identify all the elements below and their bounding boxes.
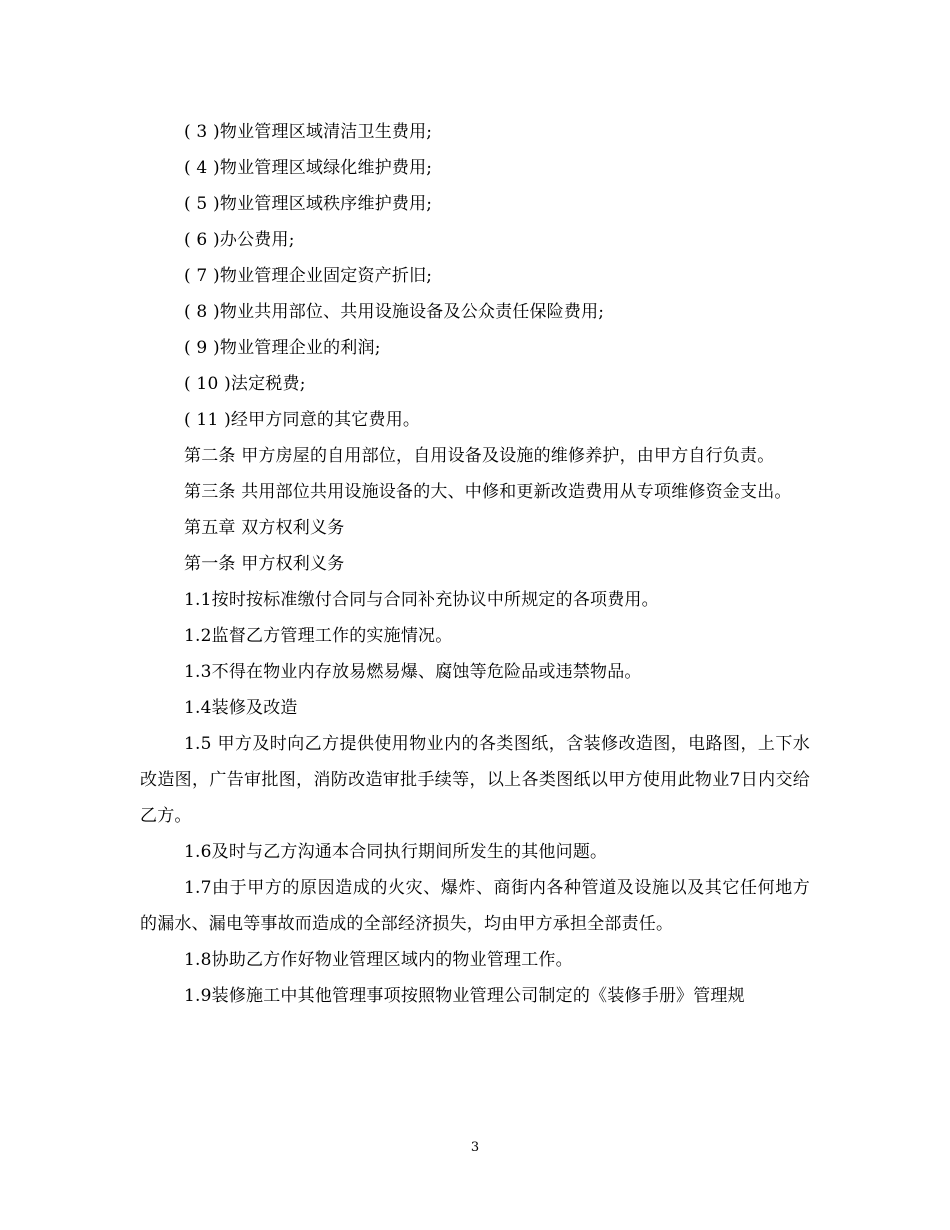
list-item: ( 8 )物业共用部位、共用设施设备及公众责任保险费用; <box>184 302 605 322</box>
list-item: 1.9装修施工中其他管理事项按照物业管理公司制定的《装修手册》管理规 <box>184 986 745 1006</box>
paragraph: 1.5 甲方及时向乙方提供使用物业内的各类图纸，含装修改造图，电路图，上下水改造图，广告审批图，消防改造审批手续等，以上各类图纸以甲方使用此物业7日内交给乙方。 <box>140 734 810 826</box>
page-number: 3 <box>470 1140 480 1155</box>
list-item: ( 10 )法定税费; <box>184 374 306 394</box>
paragraph: 第二条 甲方房屋的自用部位，自用设备及设施的维修养护，由甲方自行负责。 <box>184 446 775 466</box>
list-item: ( 3 )物业管理区域清洁卫生费用; <box>184 122 433 142</box>
document-body <box>140 114 810 1014</box>
article-heading: 第一条 甲方权利义务 <box>184 554 345 574</box>
list-item: 1.2监督乙方管理工作的实施情况。 <box>184 626 453 646</box>
list-item: ( 7 )物业管理企业固定资产折旧; <box>184 266 433 286</box>
list-item: ( 11 )经甲方同意的其它费用。 <box>184 410 421 430</box>
list-item: ( 5 )物业管理区域秩序维护费用; <box>184 194 433 214</box>
list-item: 1.3不得在物业内存放易燃易爆、腐蚀等危险品或违禁物品。 <box>184 662 642 682</box>
list-item: ( 4 )物业管理区域绿化维护费用; <box>184 158 433 178</box>
chapter-heading: 第五章 双方权利义务 <box>184 518 345 538</box>
list-item: 1.4装修及改造 <box>184 698 298 718</box>
list-item: 1.8协助乙方作好物业管理区域内的物业管理工作。 <box>184 950 573 970</box>
list-item: ( 6 )办公费用; <box>184 230 295 250</box>
list-item: 1.1按时按标准缴付合同与合同补充协议中所规定的各项费用。 <box>184 590 659 610</box>
list-item: 1.6及时与乙方沟通本合同执行期间所发生的其他问题。 <box>184 842 608 862</box>
paragraph: 第三条 共用部位共用设施设备的大、中修和更新改造费用从专项维修资金支出。 <box>184 482 792 502</box>
list-item: ( 9 )物业管理企业的利润; <box>184 338 381 358</box>
paragraph: 1.7由于甲方的原因造成的火灾、爆炸、商街内各种管道及设施以及其它任何地方的漏水、漏电等事故而造成的全部经济损失，均由甲方承担全部责任。 <box>140 878 810 934</box>
